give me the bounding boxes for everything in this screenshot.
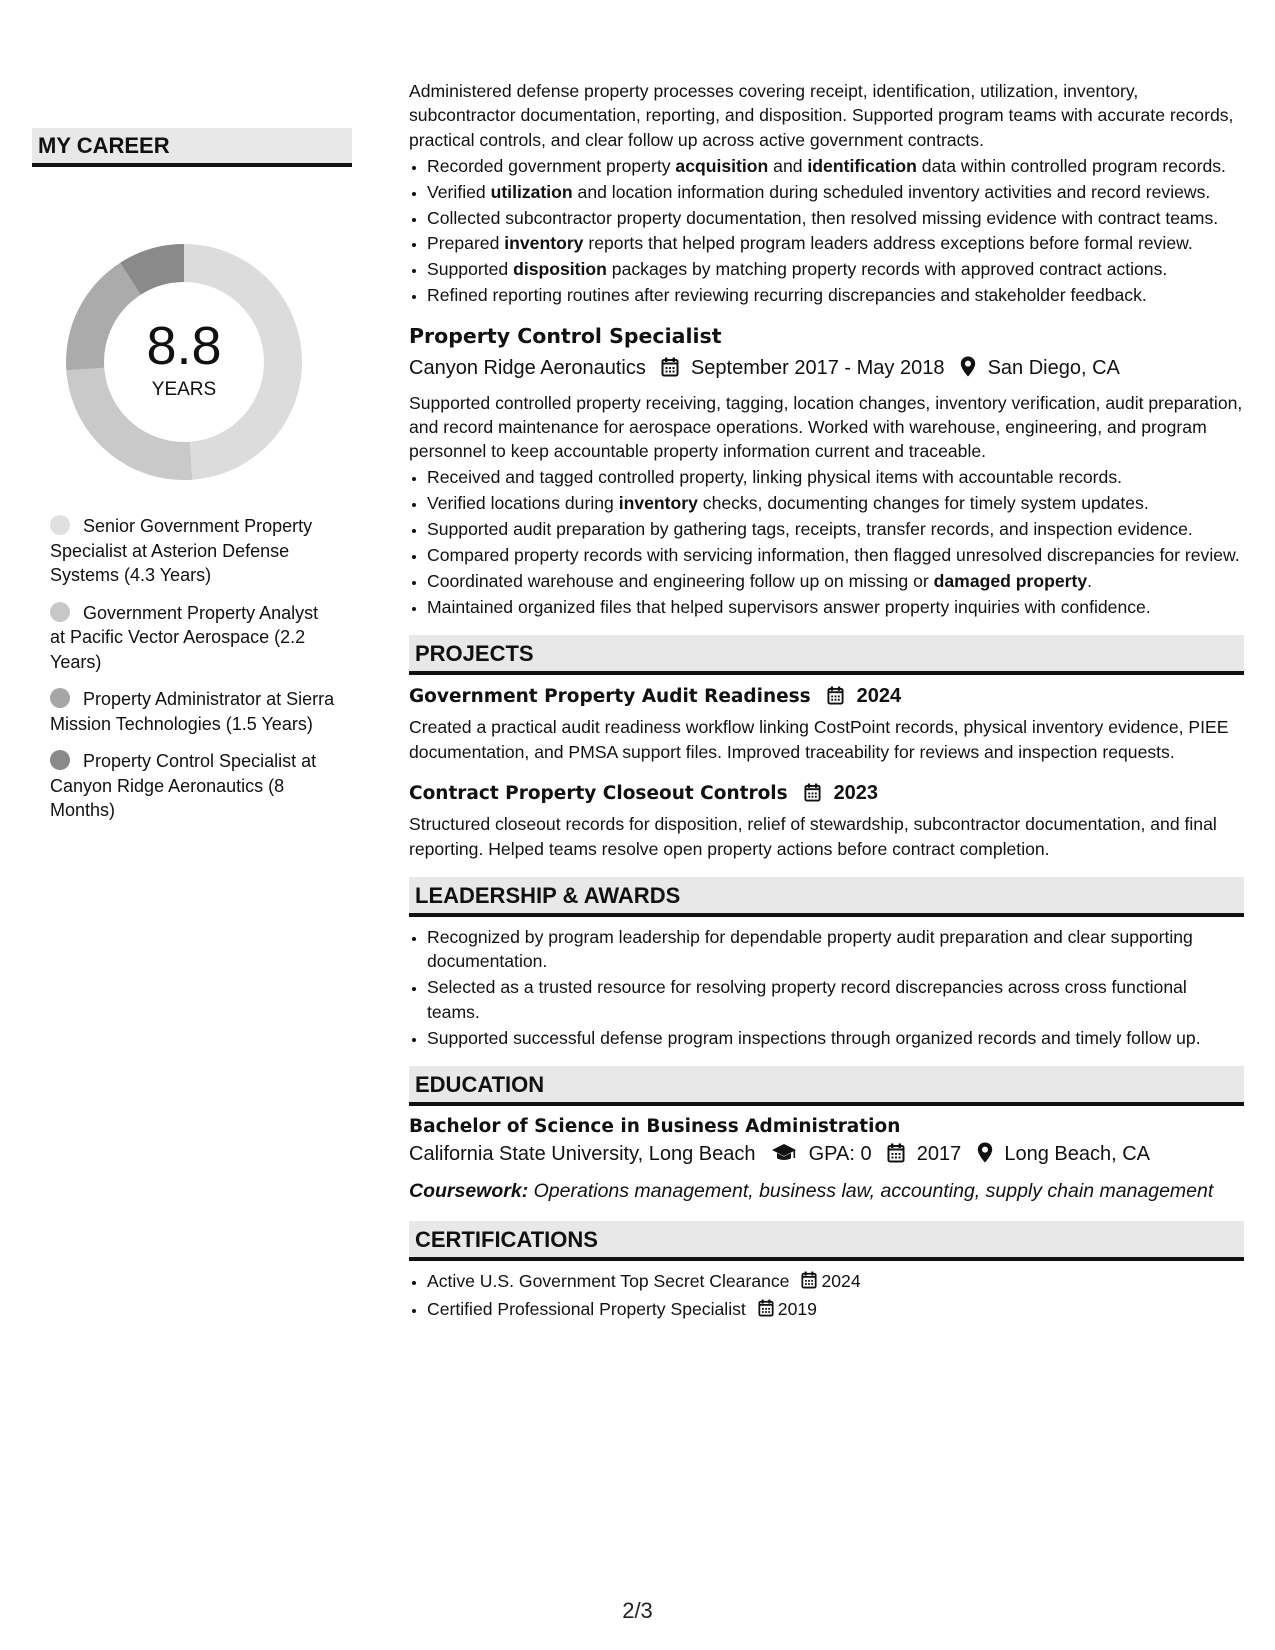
degree-title: Bachelor of Science in Business Administration: [409, 1115, 901, 1137]
project-year: 2024: [856, 685, 902, 708]
job-title: Property Control Specialist: [409, 323, 722, 348]
job-meta: [409, 354, 1244, 385]
bullet: [427, 231, 1244, 255]
job-location: San Diego, CA: [987, 356, 1120, 379]
certification-item: [427, 1297, 1244, 1323]
main-column: [409, 79, 1244, 1325]
keyword: utilization: [490, 181, 573, 202]
calendar-icon: [661, 357, 679, 385]
text: Supported: [427, 259, 514, 280]
certifications-heading: CERTIFICATIONS: [409, 1221, 1244, 1261]
bullet: • Compared property records with servicing information, then flagged unresolved discrepancies for review.: [427, 543, 1244, 567]
certification-item: [427, 1269, 1244, 1295]
graduation-cap-icon: [771, 1143, 797, 1171]
project-name: Contract Property Closeout Controls: [409, 783, 788, 805]
bullet: [427, 569, 1244, 593]
legend-dot: [50, 515, 70, 535]
bullet: • Received and tagged controlled property, linking physical items with accountable records.: [427, 465, 1244, 489]
job-bullets: [409, 154, 1244, 308]
bullet: [427, 154, 1244, 178]
graduation-year: 2017: [916, 1142, 962, 1165]
text: data within controlled program records.: [916, 155, 1226, 176]
legend-item: [50, 687, 335, 736]
legend-dot: [50, 602, 70, 622]
gpa: GPA: 0: [808, 1142, 872, 1165]
calendar-icon: [804, 783, 821, 810]
bullet: • Maintained organized files that helped supervisors answer property inquiries with confidence.: [427, 595, 1244, 619]
bullet: • Recognized by program leadership for dependable property audit preparation and clear supporting documentation.: [427, 925, 1244, 974]
education-heading: EDUCATION: [409, 1066, 1244, 1106]
certification-name: Certified Professional Property Specialist: [427, 1298, 746, 1319]
bullet: • Collected subcontractor property documentation, then resolved missing evidence with contract teams.: [427, 206, 1244, 230]
calendar-icon: [887, 1143, 905, 1171]
coursework: [409, 1177, 1244, 1205]
career-heading: MY CAREER: [32, 128, 352, 167]
text: reports that helped program leaders address exceptions before formal review.: [583, 233, 1193, 254]
keyword: inventory: [504, 233, 584, 254]
career-legend: [32, 514, 335, 823]
job-dates: September 2017 - May 2018: [690, 356, 945, 379]
certification-year: 2024: [821, 1270, 861, 1291]
text: Verified: [427, 181, 491, 202]
leadership-heading: LEADERSHIP & AWARDS: [409, 877, 1244, 917]
projects-heading: PROJECTS: [409, 635, 1244, 675]
keyword: inventory: [618, 493, 698, 514]
legend-dot: [50, 688, 70, 708]
coursework-text: Operations management, business law, accounting, supply chain management: [528, 1179, 1214, 1202]
project-title: [409, 780, 1244, 810]
text: Verified locations during: [427, 493, 619, 514]
education-meta: [409, 1140, 1244, 1171]
project-name: Government Property Audit Readiness: [409, 686, 811, 708]
bullet: [427, 491, 1244, 515]
legend-item: [50, 514, 335, 588]
project-description: Structured closeout records for disposition, relief of stewardship, subcontractor documentation, and final reporting. Helped teams resolve open property actions before contract completion.: [409, 814, 1217, 859]
project-description: Created a practical audit readiness workflow linking CostPoint records, physical inventory evidence, PIEE documentation, and PMSA support files. Improved traceability for reviews and inspection requests.: [409, 717, 1229, 762]
calendar-icon: [827, 686, 844, 713]
bullet: • Refined reporting routines after reviewing recurring discrepancies and stakeholder feedback.: [427, 283, 1244, 307]
career-total-years: 8.8: [146, 316, 222, 376]
job-summary: Administered defense property processes covering receipt, identification, utilization, inventory, subcontractor documentation, reporting, and disposition. Supported program teams with accurate records, practical controls, and clear follow up across active government contracts.: [409, 81, 1234, 150]
legend-dot: [50, 750, 70, 770]
project-title: [409, 683, 1244, 713]
keyword: identification: [807, 155, 917, 176]
leadership-bullets: [409, 925, 1244, 1050]
coursework-label: Coursework:: [409, 1179, 529, 1202]
calendar-icon: [801, 1271, 817, 1295]
school-name: California State University, Long Beach: [409, 1142, 756, 1165]
legend-item: [50, 601, 335, 675]
keyword: disposition: [513, 259, 607, 280]
calendar-icon: [758, 1299, 774, 1323]
bullet: • Selected as a trusted resource for resolving property record discrepancies across cross functional teams.: [427, 975, 1244, 1024]
text: checks, documenting changes for timely system updates.: [697, 493, 1149, 514]
bullet: [427, 257, 1244, 281]
text: Prepared: [427, 233, 505, 254]
legend-label: Government Property Analyst at Pacific Vector Aerospace (2.2 Years): [50, 602, 319, 672]
text: .: [1087, 571, 1093, 591]
bullet: • Supported audit preparation by gathering tags, receipts, transfer records, and inspection evidence.: [427, 517, 1244, 541]
text: and location information during scheduled inventory activities and record reviews.: [572, 181, 1211, 202]
donut-center: [66, 244, 302, 480]
keyword: acquisition: [675, 155, 769, 176]
text: and: [768, 155, 808, 176]
page-number: 2/3: [622, 1598, 653, 1623]
map-pin-icon: [977, 1142, 993, 1171]
career-total-unit: YEARS: [151, 379, 217, 400]
text: Recorded government property: [427, 155, 676, 176]
career-donut-chart: [66, 244, 302, 480]
company-name: Canyon Ridge Aeronautics: [409, 356, 646, 379]
keyword: damaged property: [933, 571, 1088, 591]
map-pin-icon: [960, 356, 976, 385]
job-summary: Supported controlled property receiving, tagging, location changes, inventory verification, audit preparation, and record maintenance for aerospace operations. Worked with warehouse, engineering, and program personnel to keep accountable property information current and traceable.: [409, 392, 1243, 462]
text: packages by matching property records with approved contract actions.: [606, 259, 1168, 280]
legend-label: Property Administrator at Sierra Mission Technologies (1.5 Years): [50, 689, 335, 734]
certification-name: Active U.S. Government Top Secret Clearance: [427, 1270, 790, 1291]
certification-year: 2019: [777, 1298, 817, 1319]
career-sidebar: [32, 128, 352, 836]
bullet: [427, 180, 1244, 204]
legend-label: Senior Government Property Specialist at Asterion Defense Systems (4.3 Years): [50, 516, 313, 585]
education-location: Long Beach, CA: [1004, 1142, 1151, 1165]
project-year: 2023: [833, 782, 879, 805]
text: Coordinated warehouse and engineering follow up on missing or: [427, 571, 934, 591]
certification-list: [409, 1269, 1244, 1323]
bullet: • Supported successful defense program inspections through organized records and timely follow up.: [427, 1026, 1244, 1050]
legend-label: Property Control Specialist at Canyon Ridge Aeronautics (8 Months): [50, 751, 317, 820]
legend-item: [50, 749, 335, 823]
job-bullets: [409, 465, 1244, 619]
